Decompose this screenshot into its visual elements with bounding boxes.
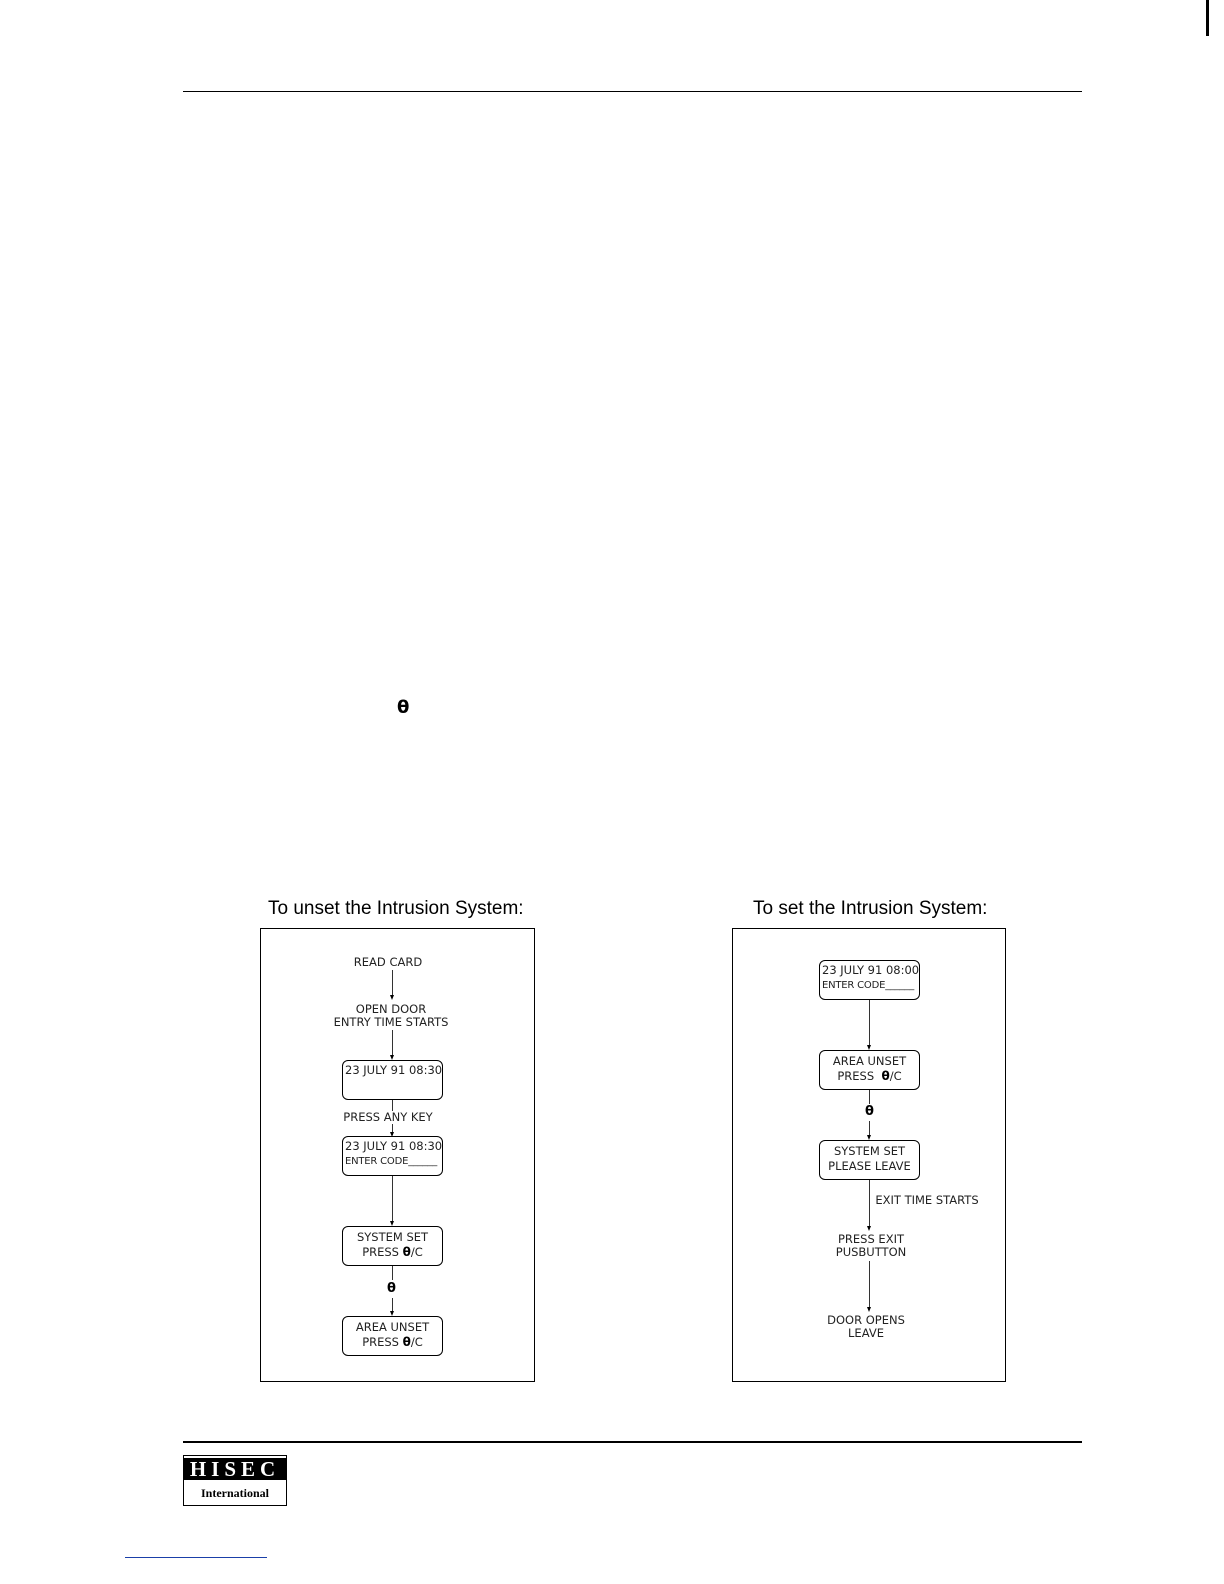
unset-diagram-title: To unset the Intrusion System: [268,898,524,919]
lcd-line-2 [820,1069,919,1084]
lcd-line-2 [343,1335,442,1350]
step-door-opens-line1: DOOR OPENS [827,1313,905,1327]
arrow-line [869,1000,870,1045]
lock-key-icon: θ [865,1104,874,1119]
step-door-opens [827,1314,905,1340]
arrow-line [392,1030,393,1055]
arrow-line [869,1261,870,1307]
lcd-line-2 [343,1245,442,1260]
lcd-system-set-display [342,1226,443,1266]
lcd-c-text: /C [410,1335,423,1349]
lcd-line-1: 23 JULY 91 08:30 [345,1139,442,1153]
lcd-c-text: /C [889,1069,902,1083]
lcd-line-1: 23 JULY 91 08:00 [822,963,919,977]
lcd-enter-code-display [342,1136,443,1176]
arrow-line [392,1176,393,1222]
arrow-line [869,1121,870,1135]
lcd-line-1: AREA UNSET [355,1320,430,1334]
page-corner-mark [1206,0,1209,36]
arrow-line [869,1180,870,1226]
lcd-line-1: SYSTEM SET [356,1230,429,1244]
arrow-head [390,995,394,1000]
logo-top-band [184,1456,286,1483]
lcd-press-text: PRESS [837,1069,882,1083]
lcd-c-text: /C [410,1245,423,1259]
step-open-door [334,1003,449,1029]
step-press-exit-line2: PUSBUTTON [835,1245,907,1259]
lcd-area-unset-display [819,1050,920,1090]
lcd-line-2: ENTER CODE______ [345,1156,438,1167]
step-press-any-key: PRESS ANY KEY [340,1111,435,1124]
step-press-exit-line1: PRESS EXIT [837,1232,904,1246]
lcd-enter-code-display [819,960,920,1000]
lcd-area-unset-display [342,1316,443,1356]
lcd-line-1: 23 JULY 91 08:30 [345,1063,442,1077]
lock-key-icon: θ [881,1069,890,1083]
lock-key-icon: θ [397,697,410,718]
arrow-line [392,970,393,995]
step-exit-time-starts: EXIT TIME STARTS [875,1193,979,1207]
hisec-logo [183,1455,287,1506]
step-open-door-line1: OPEN DOOR [355,1002,427,1016]
step-open-door-line2: ENTRY TIME STARTS [333,1015,449,1029]
lcd-line-2: ENTER CODE______ [822,980,915,991]
arrow-line [392,1266,393,1280]
logo-main-text: HISEC [184,1458,286,1480]
lcd-system-set-display [819,1140,920,1180]
lcd-press-text: PRESS [362,1335,403,1349]
arrow-head [867,1226,871,1231]
lcd-line-1: SYSTEM SET [833,1144,906,1158]
set-diagram-title: To set the Intrusion System: [753,898,988,919]
lcd-line-2: PLEASE LEAVE [828,1159,911,1173]
footnote-link-underline [125,1557,267,1558]
lcd-press-text: PRESS [362,1245,403,1259]
arrow-line [869,1090,870,1104]
lock-key-icon: θ [402,1245,411,1259]
step-door-opens-line2: LEAVE [848,1326,884,1340]
arrow-line [392,1298,393,1311]
lcd-time-display [342,1060,443,1100]
lcd-line-1: AREA UNSET [832,1054,907,1068]
step-read-card: READ CARD [353,955,423,969]
step-press-exit-pushbutton [836,1233,906,1259]
arrow-head [867,1307,871,1312]
header-rule [183,91,1082,92]
lock-key-icon: θ [387,1281,396,1296]
lock-key-icon: θ [402,1335,411,1349]
footer-rule [183,1441,1082,1443]
logo-sub-text: International [200,1486,269,1500]
